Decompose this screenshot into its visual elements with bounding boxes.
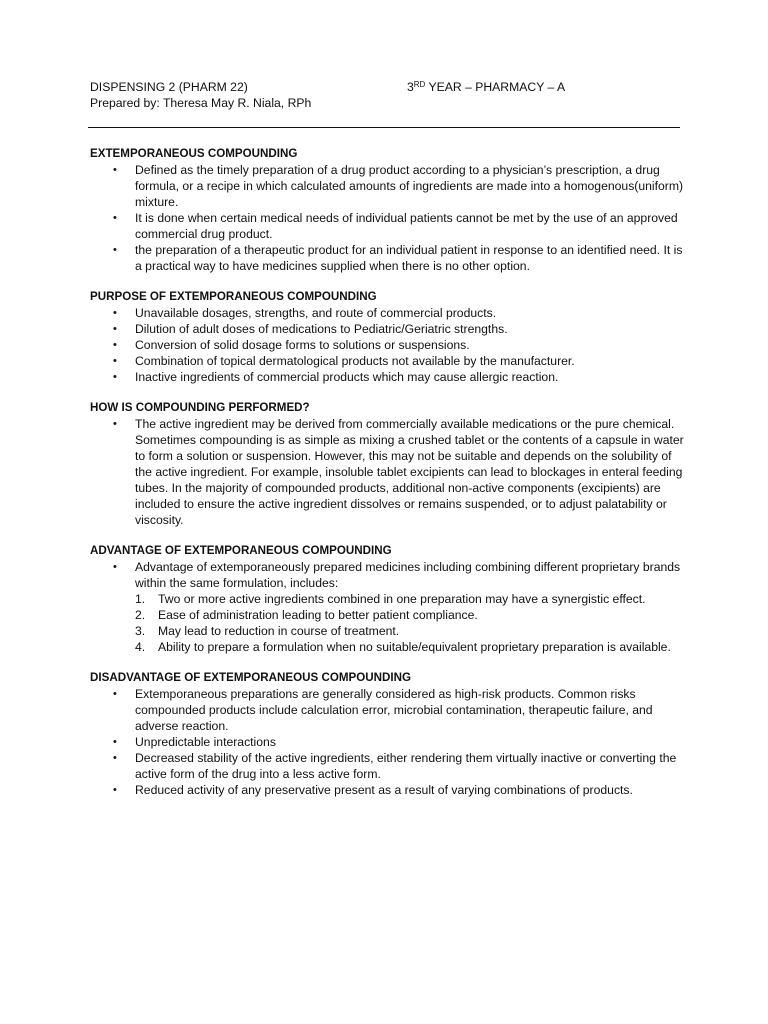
- list-item: [90, 210, 690, 242]
- list-item: [90, 305, 690, 321]
- header-divider: [88, 127, 680, 128]
- bullet-list: [90, 559, 690, 655]
- bullet-icon: •: [113, 736, 117, 748]
- section-title: DISADVANTAGE OF EXTEMPORANEOUS COMPOUNDING: [90, 671, 411, 684]
- list-item-text: It is done when certain medical needs of individual patients cannot be met by the use of an approved commercial drug product.: [135, 211, 678, 241]
- list-item: [90, 242, 690, 274]
- numbered-item: [90, 607, 690, 623]
- list-item-text: Conversion of solid dosage forms to solutions or suspensions.: [135, 338, 470, 352]
- section-how-performed: [90, 400, 690, 528]
- item-number: 1.: [135, 592, 146, 606]
- numbered-list: [135, 591, 690, 655]
- bullet-icon: •: [113, 688, 117, 700]
- section-title: HOW IS COMPOUNDING PERFORMED?: [90, 401, 310, 414]
- bullet-icon: •: [113, 418, 117, 430]
- list-item-text: Decreased stability of the active ingredients, either rendering them virtually inactive or converting the active form of the drug into a less active form.: [135, 751, 677, 781]
- list-item-text: Combination of topical dermatological products not available by the manufacturer.: [135, 354, 575, 368]
- bullet-list: [90, 162, 690, 274]
- numbered-item-text: Two or more active ingredients combined in one preparation may have a synergistic effect.: [158, 592, 646, 606]
- section-title: PURPOSE OF EXTEMPORANEOUS COMPOUNDING: [90, 290, 377, 303]
- year-section: [407, 79, 565, 95]
- list-item-text: The active ingredient may be derived from commercially available medications or the pure chemical. Sometimes compounding is as simple as mixing a crushed tablet or the contents of a capsule in water to form a solution or suspension. However, this may not be suitable and depends on the solubility of the active ingredient. For example, insoluble tablet excipients can lead to blockages in enteral feeding tubes. In the majority of compounded products, additional non-active components (excipients) are included to ensure the active ingredient dissolves or remains suspended, or to adjust palatability or viscosity.: [135, 417, 684, 527]
- bullet-icon: •: [113, 164, 117, 176]
- bullet-list: [90, 305, 690, 385]
- item-number: 4.: [135, 640, 146, 654]
- section-advantage: [90, 543, 690, 655]
- bullet-icon: •: [113, 323, 117, 335]
- numbered-item: [90, 623, 690, 639]
- section-purpose: [90, 289, 690, 385]
- item-number: 3.: [135, 624, 146, 638]
- list-item-text: the preparation of a therapeutic product for an individual patient in response to an identified need. It is a practical way to have medicines supplied when there is no other option.: [135, 243, 683, 273]
- document-body: [90, 146, 690, 813]
- list-item: [90, 162, 690, 210]
- list-item-text: Reduced activity of any preservative present as a result of varying combinations of products.: [135, 783, 633, 797]
- numbered-item-text: May lead to reduction in course of treatment.: [158, 624, 400, 638]
- list-item: [90, 353, 690, 369]
- item-number: 2.: [135, 608, 146, 622]
- list-item-text: Extemporaneous preparations are generally considered as high-risk products. Common risks compounded products include calculation error, microbial contamination, therapeutic failure, and adverse reaction.: [135, 687, 653, 733]
- bullet-icon: •: [113, 752, 117, 764]
- list-item: [90, 416, 690, 528]
- list-item: [90, 369, 690, 385]
- bullet-icon: •: [113, 212, 117, 224]
- numbered-item: [90, 591, 690, 607]
- list-item-text: Dilution of adult doses of medications to Pediatric/Geriatric strengths.: [135, 322, 508, 336]
- year-program: YEAR – PHARMACY – A: [425, 80, 566, 94]
- bullet-icon: •: [113, 307, 117, 319]
- year-ordinal: RD: [413, 80, 426, 89]
- bullet-icon: •: [113, 784, 117, 796]
- section-disadvantage: [90, 670, 690, 798]
- list-item: [90, 734, 690, 750]
- list-item-text: Unavailable dosages, strengths, and route of commercial products.: [135, 306, 497, 320]
- numbered-item-text: Ease of administration leading to better patient compliance.: [158, 608, 478, 622]
- list-item: [90, 782, 690, 798]
- list-item-text: Defined as the timely preparation of a drug product according to a physician’s prescription, a drug formula, or a recipe in which calculated amounts of ingredients are made into a homogenous(uniform) mixture.: [135, 163, 684, 209]
- list-item-text: Unpredictable interactions: [135, 735, 276, 749]
- year-number: 3: [407, 80, 414, 94]
- list-item: [90, 337, 690, 353]
- list-item: [90, 321, 690, 337]
- bullet-list: [90, 686, 690, 798]
- course-title: DISPENSING 2 (PHARM 22): [90, 80, 248, 94]
- bullet-list: [90, 416, 690, 528]
- numbered-item: [90, 639, 690, 655]
- bullet-icon: •: [113, 355, 117, 367]
- section-title: ADVANTAGE OF EXTEMPORANEOUS COMPOUNDING: [90, 544, 392, 557]
- section-extemporaneous-compounding: [90, 146, 690, 274]
- bullet-icon: •: [113, 561, 117, 573]
- list-item: [90, 750, 690, 782]
- bullet-icon: •: [113, 244, 117, 256]
- document-header: [90, 79, 690, 111]
- prepared-by: Prepared by: Theresa May R. Niala, RPh: [90, 96, 312, 110]
- list-item: [90, 559, 690, 655]
- list-item-text: Advantage of extemporaneously prepared medicines including combining different proprietary brands within the same formulation, includes:: [135, 560, 681, 590]
- bullet-icon: •: [113, 371, 117, 383]
- numbered-item-text: Ability to prepare a formulation when no suitable/equivalent proprietary preparation is available.: [158, 640, 671, 654]
- section-title: EXTEMPORANEOUS COMPOUNDING: [90, 147, 298, 160]
- list-item-text: Inactive ingredients of commercial products which may cause allergic reaction.: [135, 370, 559, 384]
- list-item: [90, 686, 690, 734]
- bullet-icon: •: [113, 339, 117, 351]
